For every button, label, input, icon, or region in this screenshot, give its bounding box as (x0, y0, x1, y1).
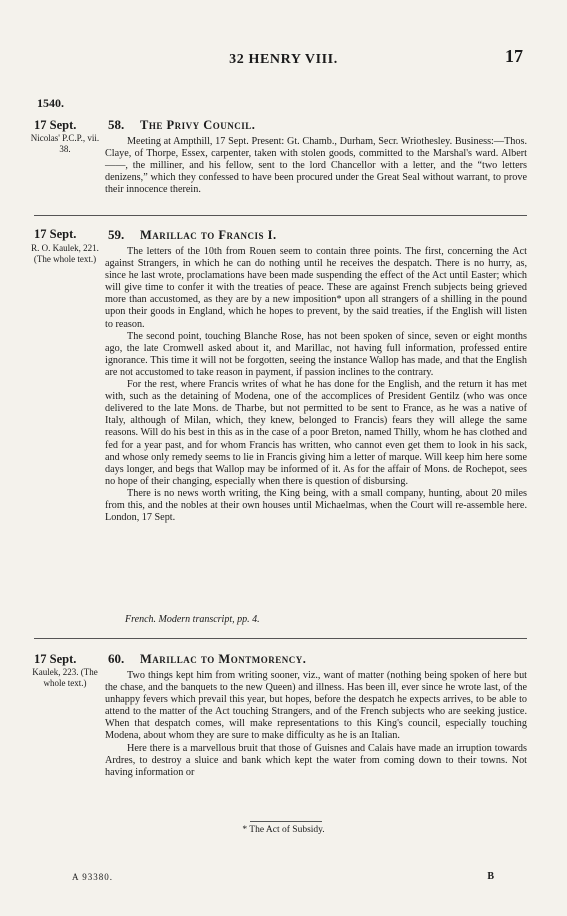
entry-59-note: French. Modern transcript, pp. 4. (125, 614, 260, 625)
entry-58-date: 17 Sept. (34, 118, 77, 132)
footnote: * The Act of Subsidy. (242, 825, 325, 835)
entry-58-source: Nicolas' P.C.P., vii. 38. (30, 133, 100, 154)
entry-59-paragraph-2: The second point, touching Blanche Rose, has not been spoken of since, seven or eight months ago, the late Cromwell asked about it, and Marillac, not having full information, professed entire ignorance. This time it will not be forgotten, seeing the instance Wallop has made, and that the English are not accustomed to take reason in payment, if passion inclines to the contrary. (105, 330, 527, 378)
entry-60-paragraph-2: Here there is a marvellous bruit that those of Guisnes and Calais have made an irruption towards Ardres, to destroy a sluice and bank which kept the water from coming down to their towns. Not having information or (105, 742, 527, 778)
running-head: 32 HENRY VIII. (229, 52, 338, 67)
signature-mark-left: A 93380. (72, 872, 114, 882)
page-number: 17 (505, 46, 523, 66)
entry-60-date: 17 Sept. (34, 652, 77, 666)
year-label: 1540. (37, 96, 64, 110)
entry-59-title: Marillac to Francis I. (140, 228, 277, 242)
entry-59-paragraph-1: The letters of the 10th from Rouen seem to contain three points. The first, concerning the Act against Strangers, in which he can do nothing until he receives the despatch. There is no hurry, as, since he last wrote, proclamations have been made suspending the effect of the Act until Easter; which will give time to confer it with the treaties of peace. These are against French subjects being grieved more than accustomed, as they are by a new imposition* upon all strangers of a shilling in the pound upon their goods in England, which he hopes to prevent, by the said treaties, if the English will listen to reason. (105, 246, 527, 330)
entry-58-title: The Privy Council. (140, 118, 256, 132)
entry-divider (34, 638, 527, 639)
entry-59-date: 17 Sept. (34, 227, 77, 241)
entry-60-number: 60. (108, 651, 125, 666)
signature-mark-right: B (487, 871, 494, 882)
entry-59-number: 59. (108, 227, 125, 242)
entry-59-paragraph-4: There is no news worth writing, the King being, with a small company, hunting, about 20 miles from this, and the nobles at their own houses until Michaelmas, when the Court will re-assemble here. London, 17 Sept. (105, 487, 527, 524)
entry-58-paragraph: Meeting at Ampthill, 17 Sept. Present: Gt. Chamb., Durham, Secr. Wriothesley. Business:—Thos. Claye, of Thorpe, Essex, carpenter, taken with stolen goods, committed to the Marshal's ward. Albert ——, the milliner, and his fellow, sent to the lord Chancellor with a letter, and the “two letters denizens,” which they confessed to have been procured under the Great Seal without warrant, to prove their innocence therein. (105, 136, 527, 196)
entry-divider (34, 215, 527, 216)
entry-60-body (105, 670, 527, 779)
entry-58-number: 58. (108, 117, 125, 132)
entry-60-source: Kaulek, 223. (The whole text.) (32, 667, 98, 688)
entry-59-body (105, 246, 527, 524)
entry-60-paragraph-1: Two things kept him from writing sooner, viz., want of matter (nothing being spoken of here but the chase, and the banquets to the new Queen) and illness. Has been ill, ever since he wrote last, of the unhappy fevers which prevail this year, but hopes, before the despatch he expects arrives, to be able to attend to the matter of the Act touching Strangers, and of the French subjects who are seeking justice. When that despatch comes, will make representations to this King's council, especially touching Modena, about whom they are sure to make difficulty as he is an Italian. (105, 670, 527, 742)
footnote-rule (250, 821, 322, 822)
entry-58-body (105, 136, 527, 196)
entry-60-title: Marillac to Montmorency. (140, 652, 307, 666)
entry-59-source: R. O. Kaulek, 221. (The whole text.) (31, 243, 99, 264)
entry-59-paragraph-3: For the rest, where Francis writes of what he has done for the English, and the return it has met with, such as the detaining of Modena, one of the accomplices of President Gentilz (who was once delivered to the late Mons. de Tharbe, but not permitted to be sent to France, as he was a native of Italy, although of Milan, which, they knew, belonged to Francis) fears they will allege the same reasons. Will do his best in this as in the case of a poor Breton, named Thilly, whom he has clothed and fed for a year past, and for whom Francis has written, who cannot even get them to look in his sack, and whose only remedy seems to lie in Francis giving him a letter of marque. Will keep him here some days longer, and begs that Wallop may be informed of it. As for the affair of Mons. de Rochepot, sees no hope of their changing, especially when there is question of disbursing. (105, 379, 527, 487)
